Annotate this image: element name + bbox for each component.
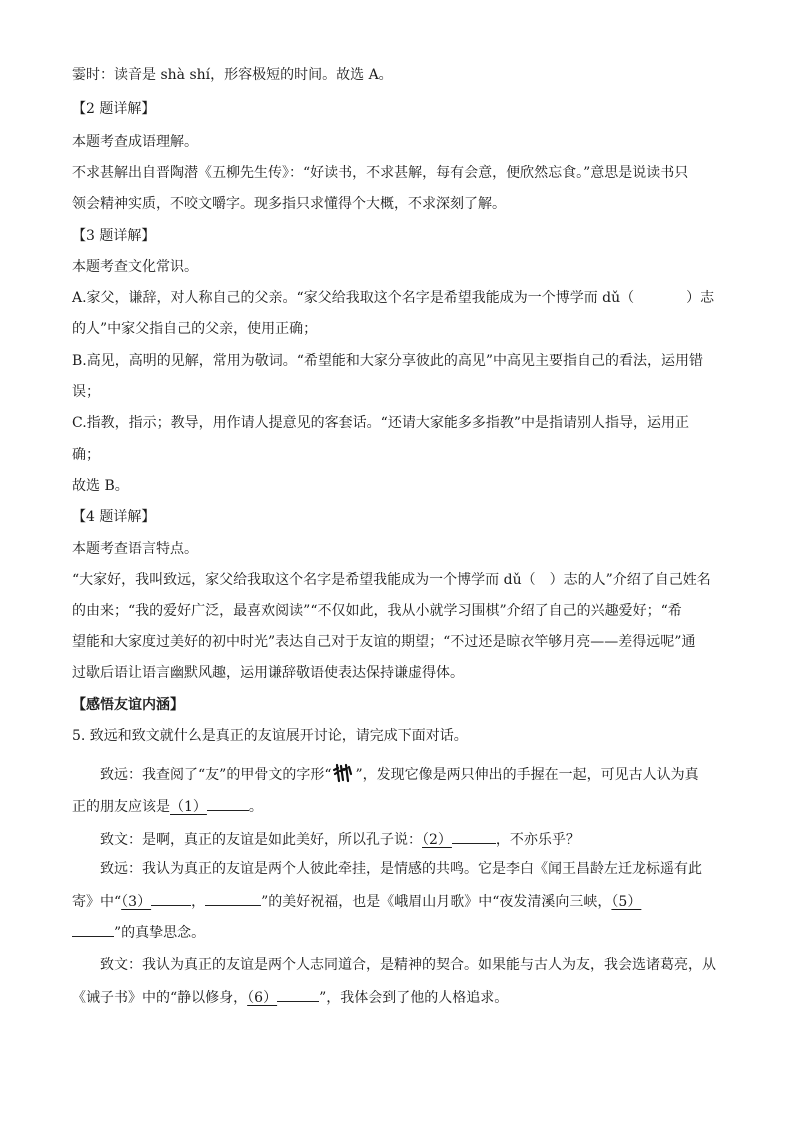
blank-6[interactable]: （6） <box>247 990 278 1006</box>
line-text: ，不亦乐乎？ <box>495 832 580 848</box>
section-heading-4: 【4 题详解】 <box>72 509 156 525</box>
line-text: 致远：我查阅了“友”的甲骨文的字形“ <box>100 767 332 783</box>
dialogue-line <box>100 829 580 849</box>
blank-4[interactable] <box>205 891 261 906</box>
section-heading-2: 【2 题详解】 <box>72 101 156 117</box>
dialogue-line <box>72 922 205 942</box>
line-text: 正的朋友应该是 <box>72 799 170 815</box>
dialogue-line: 致文：我认为真正的友谊是两个人志同道合，是精神的契合。如果能与古人为友，我会选诸葛亮，从 <box>100 957 716 973</box>
paragraph-line: 本题考查文化常识。 <box>72 259 198 275</box>
line-text: ”，发现它像是两只伸出的手握在一起，可见古人认为真 <box>355 767 699 783</box>
line-text: 致文：是啊，真正的友谊是如此美好，所以孔子说： <box>100 832 422 848</box>
paragraph-line: 的由来；“我的爱好广泛，最喜欢阅读”“不仅如此，我从小就学习围棋”介绍了自己的兴趣爱好；“希 <box>72 603 682 619</box>
paragraph-line: 霎时：读音是 shà shí，形容极短的时间。故选 A。 <box>72 67 393 83</box>
paragraph-line: 过歇后语让语言幽默风趣，运用谦辞敬语使表达保持谦虚得体。 <box>72 665 464 681</box>
line-text: ”的真挚思念。 <box>114 925 206 941</box>
paragraph-line: 望能和大家度过美好的初中时光”表达自己对于友谊的期望；“不过还是晾衣竿够月亮——差得远呢”通 <box>72 634 696 650</box>
dialogue-line <box>100 762 699 784</box>
section-heading-3: 【3 题详解】 <box>72 228 156 244</box>
line-text: 。 <box>248 799 263 815</box>
blank-1[interactable]: （1） <box>170 799 207 815</box>
blank-underline <box>452 829 496 844</box>
line-text: ”，我体会到了他的人格追求。 <box>319 990 509 1006</box>
paragraph-line: 确； <box>72 447 100 463</box>
paragraph-line: 本题考查成语理解。 <box>72 134 198 150</box>
line-text: ”的美好祝福，也是《峨眉山月歌》中“夜发清溪向三峡， <box>261 894 612 910</box>
paragraph-line: 的人”中家父指自己的父亲，使用正确； <box>72 321 318 337</box>
line-text: 寄》中“ <box>72 894 122 910</box>
paragraph-line: 故选 B。 <box>72 478 129 494</box>
paragraph-line: 不求甚解出自晋陶潜《五柳先生传》：“好读书，不求甚解，每有会意，便欣然忘食。”意思是说读书只 <box>72 165 689 181</box>
question-5: 5. 致远和致文就什么是真正的友谊展开讨论，请完成下面对话。 <box>72 728 468 744</box>
paragraph-line: C.指教，指示；教导，用作请人提意见的客套话。“还请大家能多多指教”中是指请别人指导，运用正 <box>72 415 689 431</box>
blank-underline <box>151 891 191 906</box>
paragraph-line: “大家好，我叫致远，家父给我取这个名字是希望我能成为一个博学而 dǔ（ ）志的人”介绍了自己姓名 <box>72 572 711 588</box>
paragraph-line <box>72 289 714 307</box>
line-text: A.家父，谦辞，对人称自己的父亲。“家父给我取这个名字是希望我能成为一个博学而 dǔ（ <box>72 290 635 306</box>
dialogue-line: 致远：我认为真正的友谊是两个人彼此牵挂，是情感的共鸣。它是李白《闻王昌龄左迁龙标遥有此 <box>100 861 702 877</box>
paragraph-line: B.高见，高明的见解，常用为敬词。“希望能和大家分享彼此的高见”中高见主要指自己的看法，运用错 <box>72 353 704 369</box>
blank-underline <box>72 922 114 937</box>
line-text: ）志 <box>686 290 715 306</box>
section-title: 【感悟友谊内涵】 <box>72 697 184 713</box>
dialogue-line <box>72 891 641 911</box>
line-text: ， <box>191 894 206 910</box>
paragraph-line: 领会精神实质，不咬文嚼字。现多指只求懂得个大概，不求深刻了解。 <box>72 196 506 212</box>
blank-underline <box>207 796 249 811</box>
blank-5[interactable]: （5） <box>611 894 642 910</box>
oracle-bone-you-icon <box>332 762 354 784</box>
paragraph-line: 本题考查语言特点。 <box>72 541 198 557</box>
blank-underline <box>277 987 319 1002</box>
line-text: 《诫子书》中的“静以修身， <box>72 990 248 1006</box>
paragraph-line: 误； <box>72 384 100 400</box>
blank-2[interactable]: （2） <box>422 832 452 848</box>
blank-3[interactable]: （3） <box>121 894 152 910</box>
dialogue-line <box>72 987 508 1007</box>
dialogue-line <box>72 796 263 816</box>
